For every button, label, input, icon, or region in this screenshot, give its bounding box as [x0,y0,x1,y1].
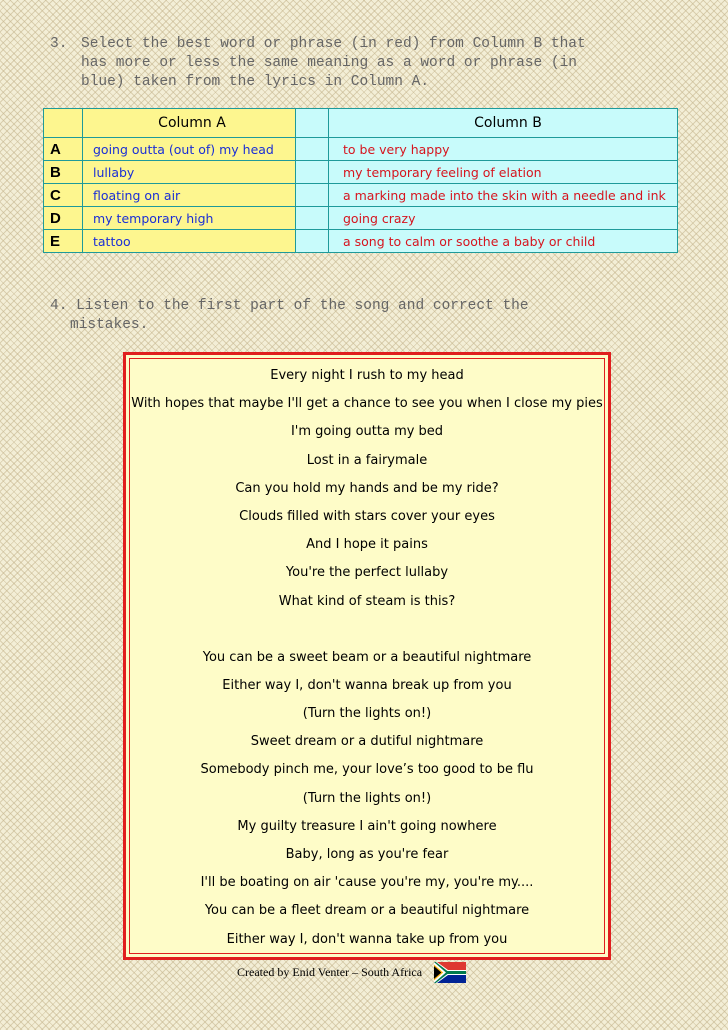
question-4 [50,297,650,335]
lyric-line: My guilty treasure I ain't going nowhere [237,818,497,834]
column-b-cell: a marking made into the skin with a needle and ink [329,184,678,207]
lyric-line: (Turn the lights on!) [302,790,432,806]
column-b-cell: a song to calm or soothe a baby or child [329,230,678,253]
row-letter: B [44,161,83,184]
lyric-line: With hopes that maybe I'll get a chance to see you when I close my pies [131,396,603,412]
lyric-line: Baby, long as you're fear [285,847,449,862]
column-a-cell: floating on air [83,184,296,207]
row-letter: A [44,138,83,161]
header-blank-cell [296,109,329,138]
lyrics-box [123,352,611,960]
header-letter-cell [44,109,83,138]
lyric-line: Either way I, don't wanna take up from you [226,931,508,947]
lyric-line: And I hope it pains [306,537,428,553]
lyric-line: Either way I, don't wanna break up from you [222,677,512,693]
column-b-cell: going crazy [329,207,678,230]
answer-cell[interactable] [296,230,329,253]
answer-cell[interactable] [296,161,329,184]
table-row [44,161,678,184]
lyric-line: You can be a sweet beam or a beautiful nightmare [202,649,532,665]
lyric-line: (Turn the lights on!) [302,706,432,722]
south-africa-flag-icon [434,962,466,983]
lyric-line: What kind of steam is this? [278,593,456,609]
answer-cell[interactable] [296,184,329,207]
question-3-number: 3. [50,36,68,52]
row-letter: C [44,184,83,207]
lyric-line: You're the perfect lullaby [285,565,449,581]
row-letter: E [44,230,83,253]
matching-table [43,108,678,253]
question-4-line: 4. Listen to the first part of the song and correct the [50,298,529,314]
column-a-cell: tattoo [83,230,296,253]
lyric-line: You can be a fleet dream or a beautiful nightmare [204,903,530,919]
lyric-line: I'll be boating on air 'cause you're my, you're my.... [200,875,534,891]
table-row [44,207,678,230]
lyric-line: Clouds filled with stars cover your eyes [239,508,495,524]
question-4-line: mistakes. [70,317,149,333]
lyric-line: Lost in a fairymale [306,452,428,468]
lyric-line: Sweet dream or a dutiful nightmare [250,734,484,750]
lyrics-text [126,365,608,957]
column-b-cell: my temporary feeling of elation [329,161,678,184]
column-b-header: Column B [329,109,678,138]
column-a-cell: my temporary high [83,207,296,230]
answer-cell[interactable] [296,138,329,161]
answer-cell[interactable] [296,207,329,230]
lyric-line: I'm going outta my bed [290,424,444,440]
instruction-line: has more or less the same meaning as a word or phrase (in [81,55,577,71]
column-a-cell: lullaby [83,161,296,184]
table-row [44,138,678,161]
lyric-line: Every night I rush to my head [270,368,464,383]
column-a-header: Column A [83,109,296,138]
row-letter: D [44,207,83,230]
instruction-line: Select the best word or phrase (in red) from Column B that [81,36,586,52]
instruction-line: blue) taken from the lyrics in Column A. [81,74,430,90]
question-3-instructions [81,35,586,92]
footer-credit: Created by Enid Venter – South Africa [237,965,423,979]
table-row [44,184,678,207]
column-a-cell: going outta (out of) my head [83,138,296,161]
verse-gap [126,619,608,647]
column-b-cell: to be very happy [329,138,678,161]
lyric-line: Can you hold my hands and be my ride? [235,480,499,496]
lyric-line: Somebody pinch me, your love’s too good to be flu [200,762,534,778]
table-header-row [44,109,678,138]
table-row [44,230,678,253]
